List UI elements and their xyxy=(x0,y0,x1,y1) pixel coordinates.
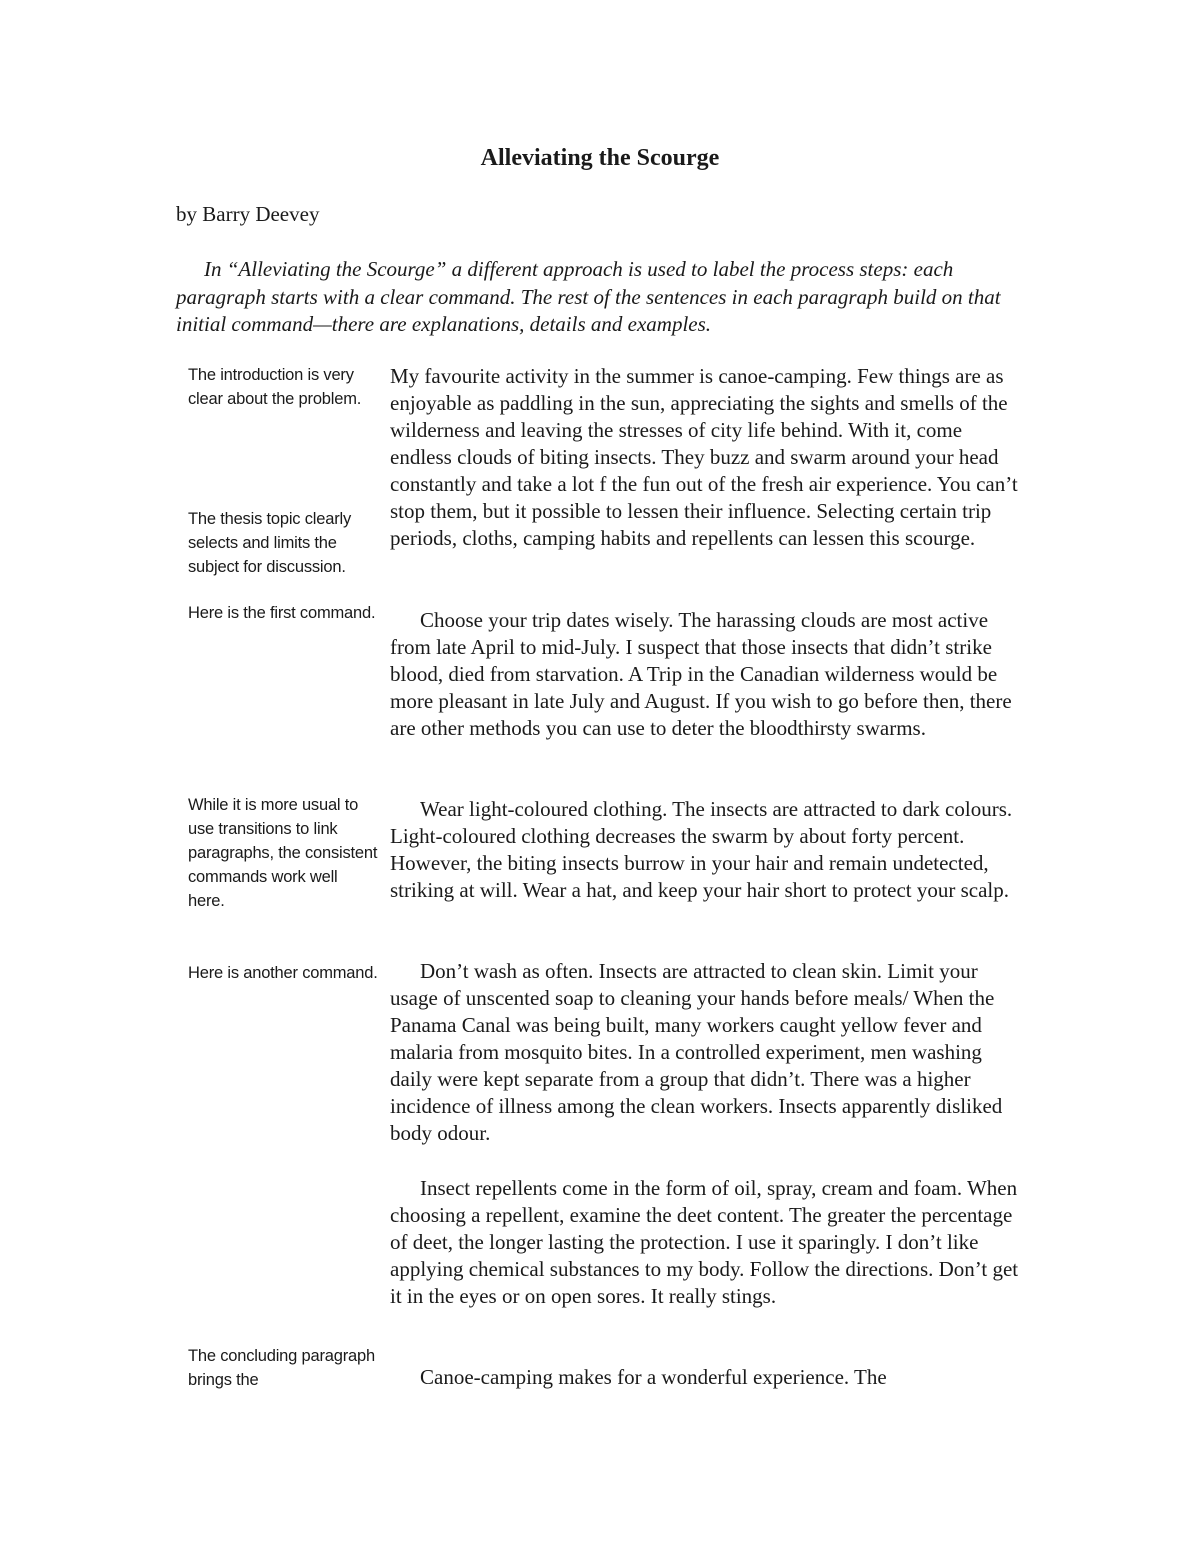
paragraph-introduction xyxy=(390,363,1020,552)
margin-note-another-command: Here is another command. xyxy=(188,964,378,982)
margin-note-thesis: The thesis topic clearly selects and limits the subject for discussion. xyxy=(188,510,352,576)
paragraph-text: Canoe-camping makes for a wonderful experience. The xyxy=(420,1365,887,1389)
paragraph-trip-dates xyxy=(390,607,1020,742)
intro-note xyxy=(176,256,1036,339)
margin-note-introduction: The introduction is very clear about the problem. xyxy=(188,366,362,408)
margin-note-transitions: While it is more usual to use transitions to link paragraphs, the consistent commands work well here. xyxy=(188,796,378,910)
paragraph-text: My favourite activity in the summer is canoe-camping. Few things are as enjoyable as paddling in the sun, appreciating the sights and smells of the wilderness and leaving the stresses of city life behind. With it, come endless clouds of biting insects. They buzz and swarm around your head constantly and take a lot f the fun out of the fresh air experience. You can’t stop them, but it possible to lessen their influence. Selecting certain trip periods, cloths, camping habits and repellents can lessen this scourge. xyxy=(390,364,1018,550)
paragraph-text: Choose your trip dates wisely. The harassing clouds are most active from late April to mid-July. I suspect that those insects that didn’t strike blood, died from starvation. A Trip in the Canadian wilderness would be more pleasant in late July and August. If you wish to go before then, there are other methods you can use to deter the bloodthirsty swarms. xyxy=(390,608,1012,740)
margin-note-first-command: Here is the first command. xyxy=(188,604,376,622)
paragraph-text: Don’t wash as often. Insects are attracted to clean skin. Limit your usage of unscented soap to cleaning your hands before meals/ When the Panama Canal was being built, many workers caught yellow fever and malaria from mosquito bites. In a controlled experiment, men washing daily were kept separate from a group that didn’t. There was a higher incidence of illness among the clean workers. Insects apparently disliked body odour. xyxy=(390,959,1003,1145)
margin-note-conclusion: The concluding paragraph brings the xyxy=(188,1347,375,1389)
paragraph-washing xyxy=(390,958,1020,1147)
paragraph-text: Insect repellents come in the form of oil, spray, cream and foam. When choosing a repellent, examine the deet content. The greater the percentage of deet, the longer lasting the protection. I use it sparingly. I don’t like applying chemical substances to my body. Follow the directions. Don’t get it in the eyes or on open sores. It really stings. xyxy=(390,1176,1019,1308)
paragraph-repellents xyxy=(390,1175,1020,1310)
paragraph-conclusion xyxy=(390,1364,1020,1391)
paragraph-clothing xyxy=(390,796,1020,904)
intro-note-text: In “Alleviating the Scourge” a different approach is used to label the process steps: each paragraph starts with a clear command. The rest of the sentences in each paragraph build on that initial command—there are explanations, details and examples. xyxy=(176,257,1001,336)
author-byline: by Barry Deevey xyxy=(176,202,320,226)
document-title: Alleviating the Scourge xyxy=(480,145,720,171)
paragraph-text: Wear light-coloured clothing. The insects are attracted to dark colours. Light-coloured clothing decreases the swarm by about forty percent. However, the biting insects burrow in your hair and remain undetected, striking at will. Wear a hat, and keep your hair short to protect your scalp. xyxy=(390,797,1013,902)
